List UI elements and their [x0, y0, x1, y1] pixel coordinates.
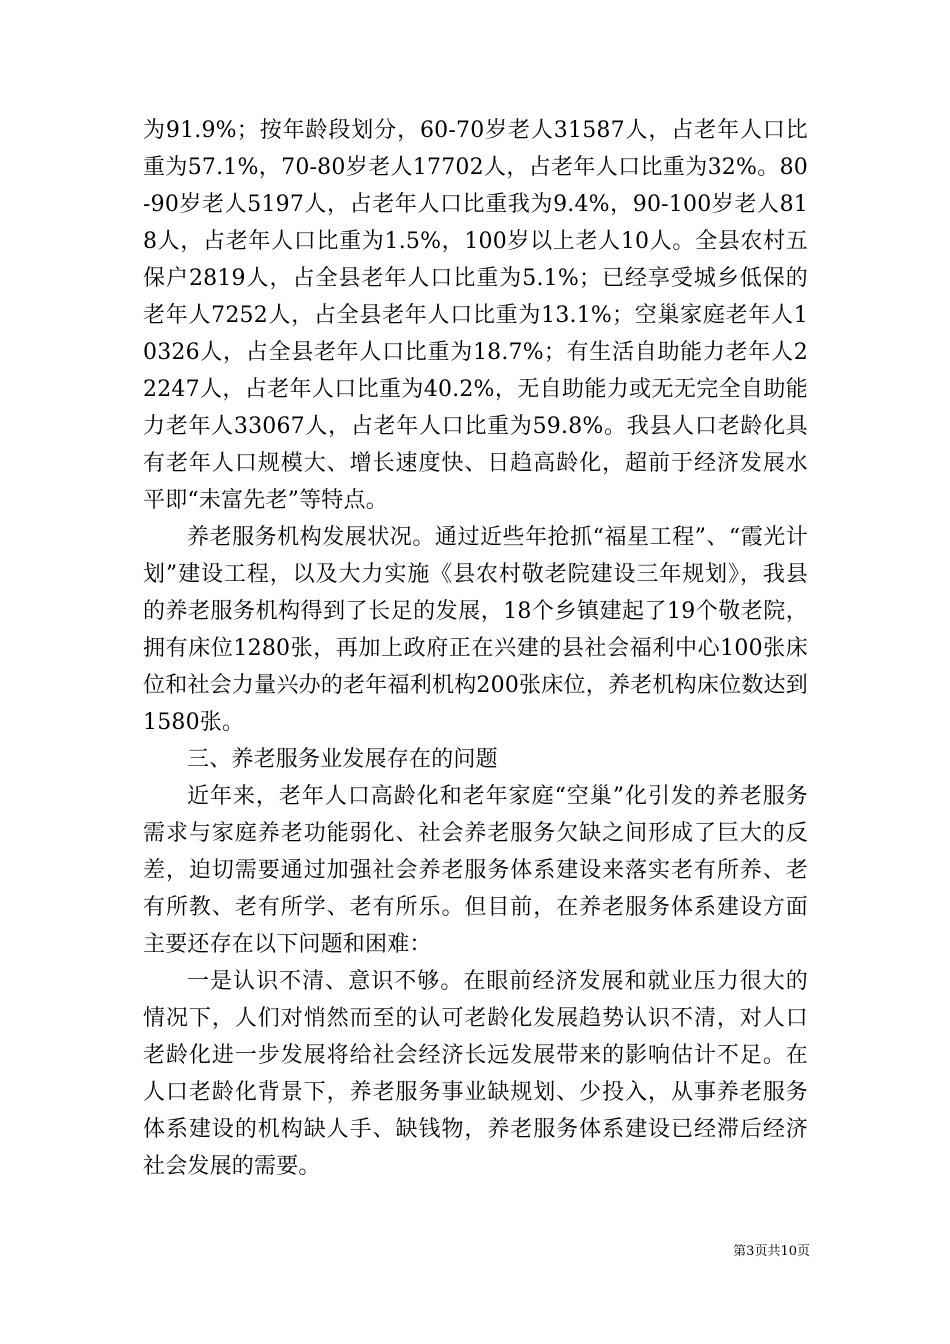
- document-body: [143, 112, 808, 1185]
- paragraph-elderly-care-institutions: 养老服务机构发展状况。通过近些年抢抓“福星工程”、“霞光计划”建设工程，以及大力实施《县农村敬老院建设三年规划》，我县的养老服务机构得到了长足的发展，18个乡镇建起了19个敬老院，拥有床位1280张，再加上政府正在兴建的县社会福利中心100张床位和社会力量兴办的老年福利机构200张床位，养老机构床位数达到1580张。: [143, 525, 808, 735]
- paragraph-population-statistics: 为91.9%；按年龄段划分，60-70岁老人31587人，占老年人口比重为57.1%，70-80岁老人17702人，占老年人口比重为32%。80-90岁老人5197人，占老年人口比重我为9.4%，90-100岁老人818人，占老年人口比重为1.5%，100岁以上老人10人。全县农村五保户2819人，占全县老年人口比重为5.1%；已经享受城乡低保的老年人7252人，占全县老年人口比重为13.1%；空巢家庭老年人10326人，占全县老年人口比重为18.7%；有生活自助能力老年人22247人，占老年人口比重为40.2%，无自助能力或无无完全自助能力老年人33067人，占老年人口比重为59.8%。我县人口老龄化具有老年人口规模大、增长速度快、日趋高龄化，超前于经济发展水平即“未富先老”等特点。: [143, 118, 808, 513]
- page-number-footer: 第3页共10页: [733, 1244, 810, 1259]
- section-heading-problems: 三、养老服务业发展存在的问题: [187, 747, 498, 772]
- paragraph-problems-intro: 近年来，老年人口高龄化和老年家庭“空巢”化引发的养老服务需求与家庭养老功能弱化、社会养老服务欠缺之间形成了巨大的反差，迫切需要通过加强社会养老服务体系建设来落实老有所养、老有所教、老有所学、老有所乐。但目前，在养老服务体系建设方面主要还存在以下问题和困难：: [143, 784, 808, 957]
- paragraph-problem-awareness: 一是认识不清、意识不够。在眼前经济发展和就业压力很大的情况下，人们对悄然而至的认可老龄化发展趋势认识不清，对人口老龄化进一步发展将给社会经济长远发展带来的影响估计不足。在人口老龄化背景下，养老服务事业缺规划、少投入，从事养老服务体系建设的机构缺人手、缺钱物，养老服务体系建设已经滞后经济社会发展的需要。: [143, 969, 808, 1179]
